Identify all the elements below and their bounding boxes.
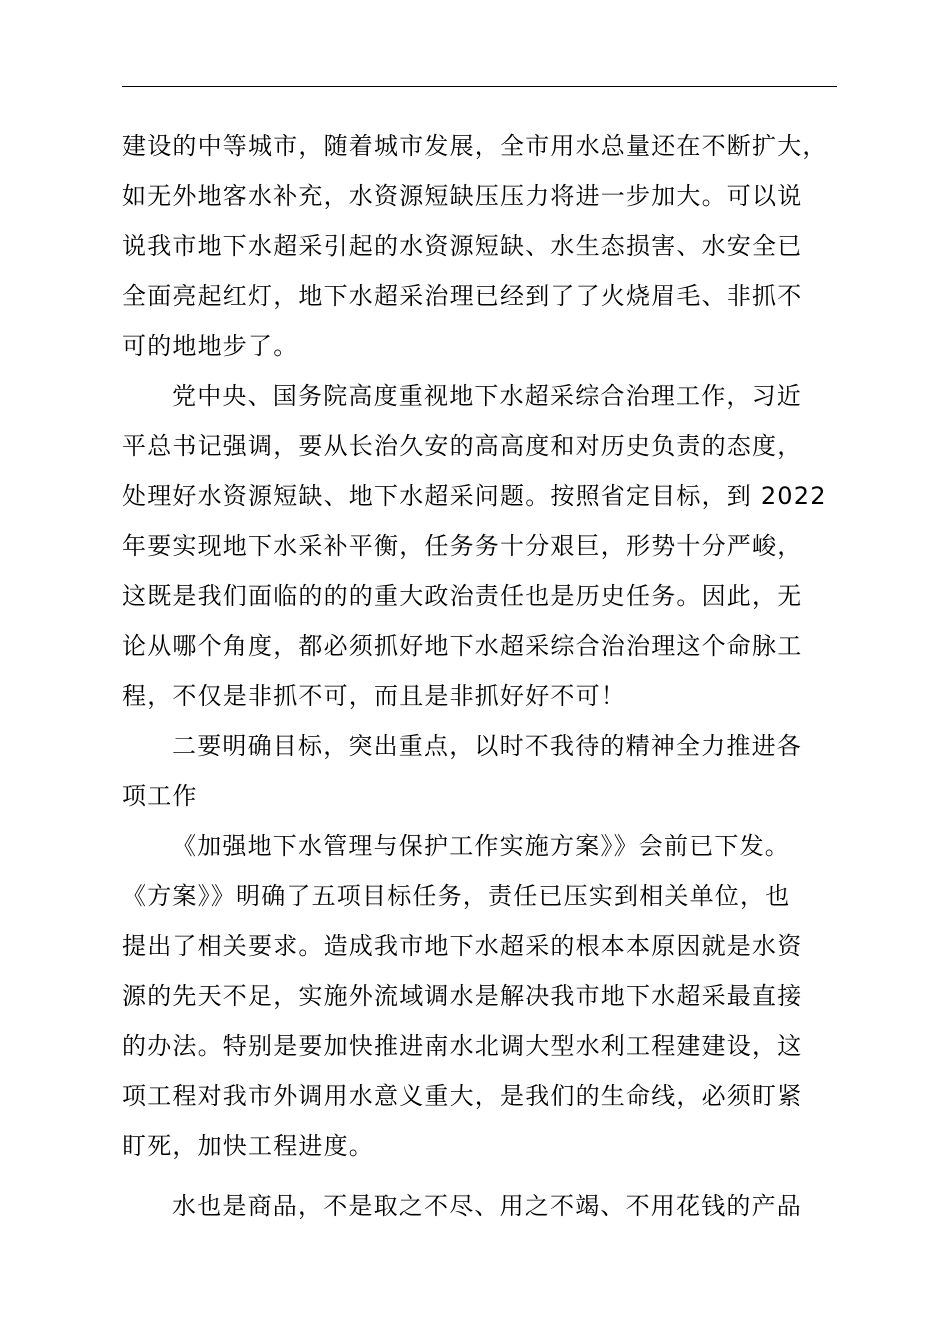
- text-line: 程，不仅是非抓不可，而且是非抓好好不可！: [122, 682, 626, 710]
- text-line: 可的地地步了。: [122, 332, 299, 360]
- document-body: [122, 128, 842, 1238]
- text-line: 源的先天不足，实施外流域调水是解决我市地下水超采最直接: [122, 982, 803, 1010]
- text-line: 全面亮起红灯，地下水超采治理已经到了了火烧眉毛、非抓不: [122, 282, 803, 310]
- text-line: 年要实现地下水采补平衡，任务务十分艰巨，形势十分严峻，: [122, 532, 803, 560]
- section-heading-line: 二要明确目标，突出重点，以时不我待的精神全力推进各: [172, 732, 802, 760]
- paragraph-start-line: 水也是商品，不是取之不尽、用之不竭、不用花钱的产品: [172, 1192, 802, 1220]
- text-line: 建设的中等城市，随着城市发展，全市用水总量还在不断扩大，: [122, 132, 828, 160]
- text-line: 论从哪个角度，都必须抓好地下水超采综合治治理这个命脉工: [122, 632, 803, 660]
- text-line: 《方案》》明确了五项目标任务，责任已压实到相关单位，也: [122, 882, 791, 910]
- section-heading-line: 项工作: [122, 782, 198, 810]
- text-line: 提出了相关要求。造成我市地下水超采的根本本原因就是水资: [122, 932, 803, 960]
- text-line: 平总书记强调，要从长治久安的高高度和对历史负责的态度，: [122, 432, 803, 460]
- text-line: 这既是我们面临的的的重大政治责任也是历史任务。因此，无: [122, 582, 803, 610]
- text-line: 的办法。特别是要加快推进南水北调大型水利工程建建设，这: [122, 1032, 803, 1060]
- text-line: 如无外地客水补充，水资源短缺压压力将进一步加大。可以说: [122, 182, 803, 210]
- text-line: 处理好水资源短缺、地下水超采问题。按照省定目标，到 2022: [122, 482, 827, 510]
- header-rule: [122, 86, 837, 87]
- text-line: 项工程对我市外调用水意义重大，是我们的生命线，必须盯紧: [122, 1082, 803, 1110]
- text-line: 盯死，加快工程进度。: [122, 1132, 374, 1160]
- text-line: 说我市地下水超采引起的水资源短缺、水生态损害、水安全已: [122, 232, 803, 260]
- paragraph-start-line: 党中央、国务院高度重视地下水超采综合治理工作，习近: [172, 382, 802, 410]
- paragraph-start-line: 《加强地下水管理与保护工作实施方案》》会前已下发。: [172, 832, 790, 860]
